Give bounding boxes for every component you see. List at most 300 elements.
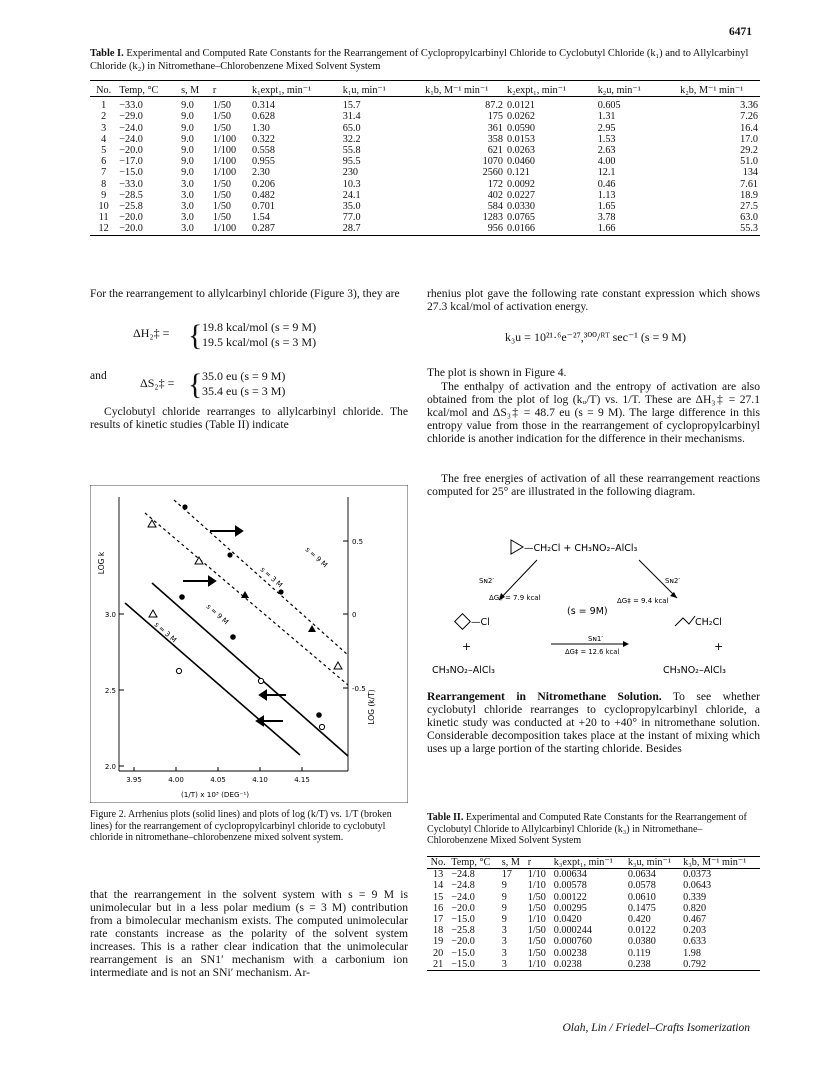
table1-cell: 0.0166 [506,223,535,235]
delta-h-1: 19.8 kcal/mol (s = 9 M) [202,320,317,334]
table1-cell: 10 [98,201,109,213]
table1-cell: 4 [101,133,107,145]
table2-cell: 1.98 [683,947,701,959]
table2-cell: 0.1475 [627,902,656,914]
table1-cell: 172 [487,178,503,190]
table2-cell: −24.8 [451,880,475,892]
table1-cell: 1070 [482,156,503,168]
table1-body [90,97,760,235]
table1-cell: 0.0460 [506,156,535,168]
data-point [241,591,249,598]
table2-cell: 0.467 [683,914,707,926]
table1-cell: 0.482 [252,189,275,201]
table1-cell: 3.78 [597,212,616,224]
data-point [179,594,185,600]
table1-cell: 358 [487,133,503,145]
dg-left: ΔG‡ = 7.9 kcal [489,594,541,602]
table1-cell: 1.13 [597,189,616,201]
x-tick-label: 4.00 [168,776,184,784]
left-para-1: For the rearrangement to allylcarbinyl chloride (Figure 3), they are [90,287,400,300]
table1-cell: 9 [101,189,107,201]
table2-header-cell: r [527,857,532,868]
right-tick-label: -0.5 [352,685,366,693]
table1-cell: 5 [101,145,107,157]
table2-cell: 9 [501,902,507,914]
right-para-4: The free energies of activation of all these rearrangement reactions computed for 25° are illustrated in the following diagram. [427,472,760,498]
table1-header-cell: s, M [181,85,200,96]
left-tick-label: 2.0 [104,763,116,771]
table2-row [427,914,760,925]
and-text: and [90,369,107,382]
table2-caption-text: Experimental and Computed Rate Constants for the Rearrangement of Cyclobutyl Chloride to Allylcarbinyl Chloride (k₃) in Nitromethane–Chlorobenzene Mixed Solvent System [427,812,747,846]
dashed-line-9m [174,500,348,655]
table1-cell: 15.7 [342,100,361,112]
data-point [182,504,187,509]
table1-row [90,111,760,122]
table1-cell: 0.0227 [506,189,535,201]
right-tick-label: 0 [352,611,357,619]
table2-cell: −20.0 [451,936,475,948]
table1-cell: 3.0 [181,178,194,190]
table1-cell: 621 [487,145,503,157]
table1-cell: 51.0 [740,156,758,168]
table1-cell: 35.0 [342,201,361,213]
right-para-1: rhenius plot gave the following rate constant expression which shows 27.3 kcal/mol of activation energy. [427,287,760,313]
left-para-3: that the rearrangement in the solvent system with s = 9 M is unimolecular but in a less polar medium (s = 3 M) contribution from a bimolecular mechanism exists. The computed unimolecular rate constants increase as the polarity of the solvent system increases. This is a rather clear indication that the unimolecular rearrangement is an SN1′ mechanism with a carbonium ion intermediate and is not an SNi′ mechanism. Ar- [90,888,408,979]
data-point [176,668,181,673]
table1-cell: 1.31 [597,111,616,123]
series-label-dashed-3m: s = 3 M [258,565,284,590]
table1-cell: 1.66 [597,223,616,235]
table2-cell: 3 [501,925,507,937]
table1-cell: 0.701 [252,201,275,213]
table1-row [90,123,760,134]
table1-cell: 2.63 [597,145,616,157]
table1-cell: 956 [487,223,503,235]
table2-row [427,925,760,936]
table1-caption-text: Experimental and Computed Rate Constants for the Rearrangement of Cyclopropylcarbinyl Chloride to Cyclobutyl Chloride (k₁) and to Allylcarbinyl Chloride (k₂) in Nitromethane–Chlorobenzene Mixed Solvent System [90,48,749,72]
table1-cell: 1/50 [212,100,232,112]
footer: Olah, Lin / Friedel–Crafts Isomerization [562,1022,750,1034]
table1-cell: 55.3 [740,223,758,235]
table2-cell: 0.0238 [553,958,582,970]
table2-cell: 20 [433,947,444,959]
table1-head [90,81,760,97]
table1-cell: 18.9 [740,189,758,201]
table2-cell: 0.633 [683,936,707,948]
table2-cell: 0.0634 [627,869,656,881]
table1-cell: 0.0330 [506,201,535,213]
table1-cell: 3.0 [181,223,194,235]
table1-cell: 0.0765 [506,212,535,224]
table1-cell: −28.5 [119,189,143,201]
table1-cell: 9.0 [181,111,194,123]
table2-cell: 3 [501,958,507,970]
delta-h-2: 19.5 kcal/mol (s = 3 M) [202,335,317,349]
table1-cell: 1/50 [212,178,232,190]
table1-cell: 0.955 [252,156,275,168]
arrow-right-1 [210,527,242,535]
table1-cell: 402 [487,189,503,201]
table2-row [427,892,760,903]
table2-cell: 1/10 [527,914,546,926]
table1-row [90,179,760,190]
table1-cell: −33.0 [119,178,143,190]
table2-cell: 1/10 [527,958,546,970]
table1-row [90,156,760,167]
sn1: Sɴ1′ [588,635,603,643]
allyl-chain [675,616,695,626]
table1-cell: 1/50 [212,122,232,134]
table1-cell: 1.53 [597,133,616,145]
table2-cell: 14 [433,880,444,892]
table1-cell: 0.605 [597,100,621,112]
table1-cell: 7.61 [740,178,758,190]
table1-cell: 1/100 [212,156,237,168]
table2-cell: 0.000244 [553,925,592,937]
table1-cell: 24.1 [342,189,361,201]
cl-left: —Cl [471,617,490,628]
table2-cell: 13 [433,869,444,881]
table1-caption [90,48,760,73]
table2-cell: 17 [433,914,444,926]
figure2-caption: Figure 2. Arrhenius plots (solid lines) and plots of log (k/T) vs. 1/T (broken lines) for the rearrangement of cyclopropylcarbinyl chloride to cyclobutyl chloride in nitromethane–chlorobenzene mixed solvent system. [90,809,392,844]
left-ticks [105,611,124,771]
table1-cell: 0.0262 [506,111,535,123]
table2-cell: 0.00238 [553,947,587,959]
table1-row [90,190,760,201]
table1-cell: −33.0 [119,100,143,112]
table2-cell: 0.0420 [553,914,582,926]
dashed-line-3m [145,513,348,685]
cyclobutyl-ring [455,614,471,630]
table1-cell: −17.0 [119,156,143,168]
table1-cell: 2560 [482,167,503,179]
table1-label: Table I. [90,48,124,59]
data-point [230,634,236,640]
table1-cell: 3.0 [181,212,194,224]
series-label-solid-9m: s = 9 M [204,602,230,627]
table1-cell: 1.65 [597,201,616,213]
section-title: Rearrangement in Nitromethane Solution. [427,690,662,703]
data-point [227,552,232,557]
data-point [316,712,322,718]
right-para-5-text: To see whether cyclobutyl chloride rearranges to cyclopropylcarbinyl chloride, a kinetic study was conducted at +20 to +40° in nitromethane solution. Considerable decomposition takes place at the instant of mixing which uses up a large portion of the starting chloride. Besides [427,690,760,755]
table2-cell: 0.820 [683,902,707,914]
table1-cell: 1/50 [212,201,232,213]
table2-cell: 0.0373 [683,869,712,881]
dg-mid: ΔG‡ = 12.6 kcal [565,648,620,656]
table2-row [427,948,760,959]
table1-cell: 87.2 [485,100,503,112]
table2-row [427,959,760,971]
table1-cell: 0.0121 [506,100,535,112]
table1-header-cell: No. [96,85,112,96]
page-number: 6471 [729,26,752,38]
table1-cell: 0.46 [597,178,616,190]
table1-cell: 3.0 [181,201,194,213]
table1-cell: 134 [742,167,758,179]
table1-cell: 1/50 [212,189,232,201]
x-tick-label: 4.10 [252,776,268,784]
table2-cell: 16 [433,902,444,914]
table1-cell: 1/100 [212,223,237,235]
delta-s-lhs: ΔS₂‡ = [140,376,175,390]
plus-left: + [462,640,472,653]
table1-cell: 0.314 [252,100,275,112]
table2-cell: −15.0 [451,958,475,970]
table2-header-cell: s, M [501,857,520,868]
table2-cell: 15 [433,891,444,903]
table1-cell: 0.0153 [506,133,535,145]
table2-label: Table II. [427,812,464,823]
table2-cell: 0.792 [683,958,707,970]
table1-row [90,134,760,145]
table1-cell: 3.0 [181,189,194,201]
table1-cell: 10.3 [342,178,361,190]
table2-head [427,857,760,869]
figure-border [90,485,408,803]
table1-cell: 1 [101,100,107,112]
table2-cell: 0.0122 [627,925,656,937]
table1-cell: 55.8 [342,145,361,157]
table1-cell: 1.54 [252,212,270,224]
table1-cell: 9.0 [181,156,194,168]
table2-cell: 1/50 [527,925,546,937]
table1-cell: 3 [101,122,107,134]
table1-cell: 9.0 [181,122,194,134]
table2-header-cell: Temp, °C [451,857,491,868]
table1-cell: 63.0 [740,212,758,224]
table1-cell: 27.5 [740,201,758,213]
table1-cell: 7 [101,167,107,179]
left-tick-label: 3.0 [104,611,116,619]
table1 [90,80,760,236]
table2-cell: 0.00295 [553,902,587,914]
right-axis-label: LOG (k/T) [367,689,376,725]
table1-cell: 0.558 [252,145,275,157]
table1-header-cell: k₁expt₁, min⁻¹ [252,85,312,96]
table1-cell: 1.30 [252,122,270,134]
right-para-5 [427,690,760,755]
table1-cell: 12 [98,223,109,235]
table1-cell: 0.121 [506,167,530,179]
table1-row [90,97,760,112]
arrow-down-right-head [670,592,677,598]
table1-cell: 0.206 [252,178,275,190]
data-point [334,662,342,669]
table2-cell: 0.119 [627,947,651,959]
table1-cell: 0.0092 [506,178,535,190]
table1-header-cell: k₂b, M⁻¹ min⁻¹ [680,85,744,96]
table2-cell: 1/50 [527,902,546,914]
table2-cell: 0.00578 [553,880,587,892]
table1-cell: 29.2 [740,145,758,157]
table1-cell: 2.30 [252,167,270,179]
table2-cell: 21 [433,958,444,970]
brace-1: { [188,319,203,352]
data-point [149,610,157,617]
table1-cell: 584 [487,201,503,213]
table2-cell: 0.203 [683,925,707,937]
table1-row [90,145,760,156]
table2-cell: 1/50 [527,947,546,959]
right-para-2: The plot is shown in Figure 4. [427,366,567,379]
table1-cell: 9.0 [181,145,194,157]
rate-equation: k₃u = 10²¹·⁶e⁻²⁷,³⁰⁰/ᴿᵀ sec⁻¹ (s = 9 M) [505,330,686,344]
table1-cell: −20.0 [119,223,143,235]
table1-cell: 3.36 [740,100,758,112]
table1-cell: 65.0 [342,122,361,134]
right-para-3: The enthalpy of activation and the entropy of activation are also obtained from the plot of log (kᵤ/T) vs. 1/T. These are ΔH₃‡ = 27.1 kcal/mol and ΔS₃‡ = 48.7 eu (s = 9 M). The large difference in this entropy value from those in the rearrangement of cyclopropylcarbinyl chloride is another indication for the difference in their mechanisms. [427,380,760,445]
table1-row [90,223,760,235]
cl-right: CH₂Cl [695,617,722,628]
table2-caption [427,812,760,847]
table1-cell: −24.0 [119,122,143,134]
table2-cell: −20.0 [451,902,475,914]
table2-cell: 1/50 [527,936,546,948]
table2 [427,856,760,971]
right-ticks [343,538,366,693]
arrow-horizontal-head [623,641,629,647]
table2-header-cell: k₃expt₁, min⁻¹ [553,857,613,868]
table2-row [427,869,760,881]
table1-cell: 2.95 [597,122,616,134]
table1-cell: 1/100 [212,145,237,157]
table1-cell: 32.2 [342,133,361,145]
sn2-left: Sɴ2′ [479,577,494,585]
table2-cell: 0.00122 [553,891,587,903]
table2-cell: 0.0643 [683,880,712,892]
left-axis-label: LOG k [97,551,106,575]
table1-cell: 77.0 [342,212,361,224]
table1-cell: −20.0 [119,145,143,157]
table2-cell: 0.420 [627,914,651,926]
x-axis-label: (1/T) x 10³ (DEG⁻¹) [180,790,250,799]
table1-cell: −15.0 [119,167,143,179]
table1-cell: 11 [98,212,109,224]
table2-header-cell: k₃u, min⁻¹ [627,857,671,868]
table1-cell: 1283 [482,212,503,224]
table1-cell: −20.0 [119,212,143,224]
table2-cell: 3 [501,947,507,959]
table1-cell: 6 [101,156,107,168]
table1-cell: 1/50 [212,212,232,224]
table1-cell: 7.26 [740,111,758,123]
reaction-scheme [427,530,760,680]
bottom-left: CH₃NO₂–AlCl₃ [432,665,495,676]
table1-cell: 1/50 [212,111,232,123]
table1-header-cell: k₁u, min⁻¹ [342,85,386,96]
series-label-dashed-9m: s = 9 M [303,545,329,570]
table1-cell: 1/100 [212,167,237,179]
table1-cell: −24.0 [119,133,143,145]
table1-row [90,201,760,212]
x-tick-label: 4.05 [210,776,226,784]
brace-2: { [188,368,203,401]
table1-header-cell: r [212,85,217,96]
table2-cell: −25.8 [451,925,475,937]
table2-cell: 0.00634 [553,869,587,881]
table1-cell: 4.00 [597,156,616,168]
table1-cell: 2 [101,111,107,123]
data-point [319,724,324,729]
table1-cell: 28.7 [342,223,361,235]
table1-cell: 1/100 [212,133,237,145]
arrow-left-2 [257,717,283,725]
table1-header-cell: k₂expt₁, min⁻¹ [506,85,567,96]
table1-cell: 31.4 [342,111,361,123]
table1-header-cell: k₁b, M⁻¹ min⁻¹ [425,85,489,96]
table1-cell: 230 [342,167,359,179]
table2-header-cell: k₃b, M⁻¹ min⁻¹ [683,857,747,868]
table2-cell: 0.000760 [553,936,592,948]
table1-cell: 0.322 [252,133,275,145]
table1-cell: 9.0 [181,167,194,179]
table2-cell: 9 [501,914,507,926]
table1-row [90,167,760,178]
table1-cell: 9.0 [181,133,194,145]
table2-cell: 0.0610 [627,891,656,903]
table1-cell: −25.8 [119,201,143,213]
figure2-plot [90,485,408,803]
delta-s-2: 35.4 eu (s = 3 M) [202,384,286,398]
x-tick-label: 4.15 [294,776,310,784]
table1-header-cell: k₂u, min⁻¹ [597,85,641,96]
series-label-solid-3m: s = 3 M [152,620,178,645]
data-point [278,589,283,594]
table1-cell: 0.287 [252,223,275,235]
table2-row [427,880,760,891]
solid-line-3m [125,603,300,755]
x-ticks [126,767,310,784]
table1-cell: 17.0 [740,133,758,145]
table2-cell: −15.0 [451,947,475,959]
table1-cell: 361 [487,122,503,134]
solvent-condition: (s = 9M) [567,606,608,617]
table1-cell: 12.1 [597,167,616,179]
table2-cell: 1/10 [527,869,546,881]
delta-h-lhs: ΔH₂‡ = [133,326,170,340]
table2-cell: 0.0578 [627,880,656,892]
table1-cell: 8 [101,178,107,190]
table2-cell: 9 [501,880,507,892]
table1-cell: 175 [487,111,503,123]
table2-cell: −24.0 [451,891,475,903]
table1-cell: −29.0 [119,111,143,123]
left-para-2: Cyclobutyl chloride rearranges to allylcarbinyl chloride. The results of kinetic studies (Table II) indicate [90,405,408,431]
table2-cell: −24.8 [451,869,475,881]
table1-cell: 0.0590 [506,122,535,134]
table2-cell: 19 [433,936,444,948]
table2-cell: 17 [501,869,512,881]
dg-right: ΔG‡ = 9.4 kcal [617,597,669,605]
table2-cell: 1/10 [527,880,546,892]
table2-cell: 0.339 [683,891,707,903]
table1-cell: 0.628 [252,111,275,123]
table1-cell: 16.4 [740,122,758,134]
table1-row [90,212,760,223]
data-point [258,678,263,683]
table2-cell: 3 [501,936,507,948]
x-tick-label: 3.95 [126,776,142,784]
table2-cell: 1/50 [527,891,546,903]
table1-cell: 0.0263 [506,145,535,157]
table2-cell: 9 [501,891,507,903]
table1-header-cell: Temp, °C [119,85,159,96]
left-tick-label: 2.5 [104,687,116,695]
table1-cell: 9.0 [181,100,194,112]
